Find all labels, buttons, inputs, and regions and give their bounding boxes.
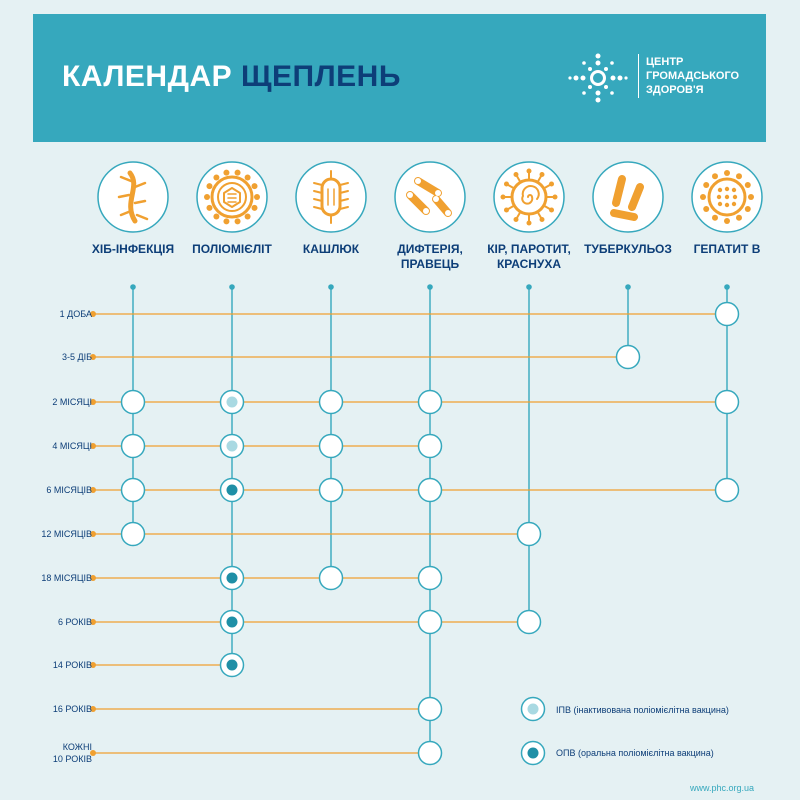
opv-dot: [227, 573, 238, 584]
tuberculosis-bacteria-icon: [593, 162, 663, 232]
dose-circle: [419, 698, 442, 721]
vaccine-top-dot: [724, 284, 730, 290]
age-label-line: 16 РОКІВ: [52, 704, 92, 714]
vaccine-label-line: ДИФТЕРІЯ,: [397, 242, 463, 256]
age-label: [2, 484, 92, 496]
age-label: [2, 396, 92, 408]
legend-ipv-dot: [528, 704, 539, 715]
title-part-1: КАЛЕНДАР: [62, 60, 233, 93]
age-label-line: 2 МІСЯЦІ: [52, 397, 92, 407]
age-label-line: 4 МІСЯЦІ: [52, 441, 92, 451]
pertussis-bacterium-icon: [296, 162, 366, 232]
vaccine-top-dot: [328, 284, 334, 290]
dose-circle: [419, 479, 442, 502]
age-label-line: 18 МІСЯЦІВ: [41, 573, 92, 583]
vaccine-label-line: ХІБ-ІНФЕКЦІЯ: [91, 242, 175, 256]
hib-bacterium-icon: [98, 162, 168, 232]
vaccine-icon-circle: [395, 162, 465, 232]
org-name-line: ЗДОРОВ'Я: [646, 84, 704, 96]
vaccine-label-line: ПОЛІОМІЄЛІТ: [192, 242, 272, 256]
website-link[interactable]: www.phc.org.ua: [690, 783, 755, 793]
dose-circle: [518, 523, 541, 546]
dose-circle: [320, 567, 343, 590]
legend-opv-label: ОПВ (оральна поліомієлітна вакцина): [556, 748, 714, 758]
dose-circle: [716, 479, 739, 502]
age-label: [2, 741, 92, 765]
age-label-line: 6 РОКІВ: [57, 617, 92, 627]
age-label: [2, 616, 92, 628]
dose-circle: [716, 303, 739, 326]
org-name-line: ГРОМАДСЬКОГО: [646, 70, 740, 82]
vaccine-top-dot: [130, 284, 136, 290]
dose-circle: [617, 346, 640, 369]
opv-dot: [227, 485, 238, 496]
vaccine-label-line: ГЕПАТИТ В: [693, 242, 761, 256]
vaccine-label-line: ТУБЕРКУЛЬОЗ: [584, 242, 672, 256]
ipv-dot: [227, 397, 238, 408]
age-label-line: 6 МІСЯЦІВ: [46, 485, 92, 495]
dose-circle: [122, 479, 145, 502]
legend-opv-dot: [528, 748, 539, 759]
age-label-line: 12 МІСЯЦІВ: [41, 529, 92, 539]
ipv-dot: [227, 441, 238, 452]
vaccine-label: [662, 242, 792, 257]
age-label: [2, 572, 92, 584]
opv-dot: [227, 660, 238, 671]
dose-circle: [518, 611, 541, 634]
org-name-line: ЦЕНТР: [646, 56, 684, 68]
diphtheria-bacterium-icon: [395, 162, 465, 232]
vaccine-label-line: КІР, ПАРОТИТ,: [487, 242, 571, 256]
title-part-2: ЩЕПЛЕНЬ: [240, 60, 401, 93]
vaccine-icon-circle: [593, 162, 663, 232]
age-label-line: 10 РОКІВ: [52, 754, 92, 764]
hepatitis-virus-icon: [692, 162, 762, 232]
vaccine-label-line: ПРАВЕЦЬ: [400, 257, 460, 271]
dose-circle: [419, 391, 442, 414]
age-label-line: 14 РОКІВ: [52, 660, 92, 670]
vaccine-label-line: КРАСНУХА: [496, 257, 562, 271]
dose-circle: [320, 479, 343, 502]
age-label: [2, 440, 92, 452]
opv-dot: [227, 617, 238, 628]
dose-circle: [419, 567, 442, 590]
vaccine-top-dot: [625, 284, 631, 290]
vaccine-top-dot: [229, 284, 235, 290]
vaccine-top-dot: [427, 284, 433, 290]
age-label: [2, 351, 92, 363]
dose-circle: [419, 611, 442, 634]
dose-circle: [419, 742, 442, 765]
vaccine-label-line: КАШЛЮК: [302, 242, 360, 256]
age-label: [2, 528, 92, 540]
dose-circle: [320, 435, 343, 458]
age-label: [2, 703, 92, 715]
legend-ipv-label: ІПВ (інактивована поліомієлітна вакцина): [556, 705, 729, 715]
measles-virus-icon: [494, 162, 564, 232]
dose-circle: [419, 435, 442, 458]
vaccine-top-dot: [526, 284, 532, 290]
dose-circle: [122, 391, 145, 414]
dose-circle: [320, 391, 343, 414]
dose-circle: [122, 435, 145, 458]
age-label-line: 1 ДОБА: [59, 309, 92, 319]
age-label: [2, 308, 92, 320]
dose-circle: [716, 391, 739, 414]
dose-circle: [122, 523, 145, 546]
age-label-line: КОЖНІ: [62, 742, 92, 752]
age-label: [2, 659, 92, 671]
polio-virus-icon: [197, 162, 267, 232]
age-label-line: 3-5 ДІБ: [61, 352, 92, 362]
